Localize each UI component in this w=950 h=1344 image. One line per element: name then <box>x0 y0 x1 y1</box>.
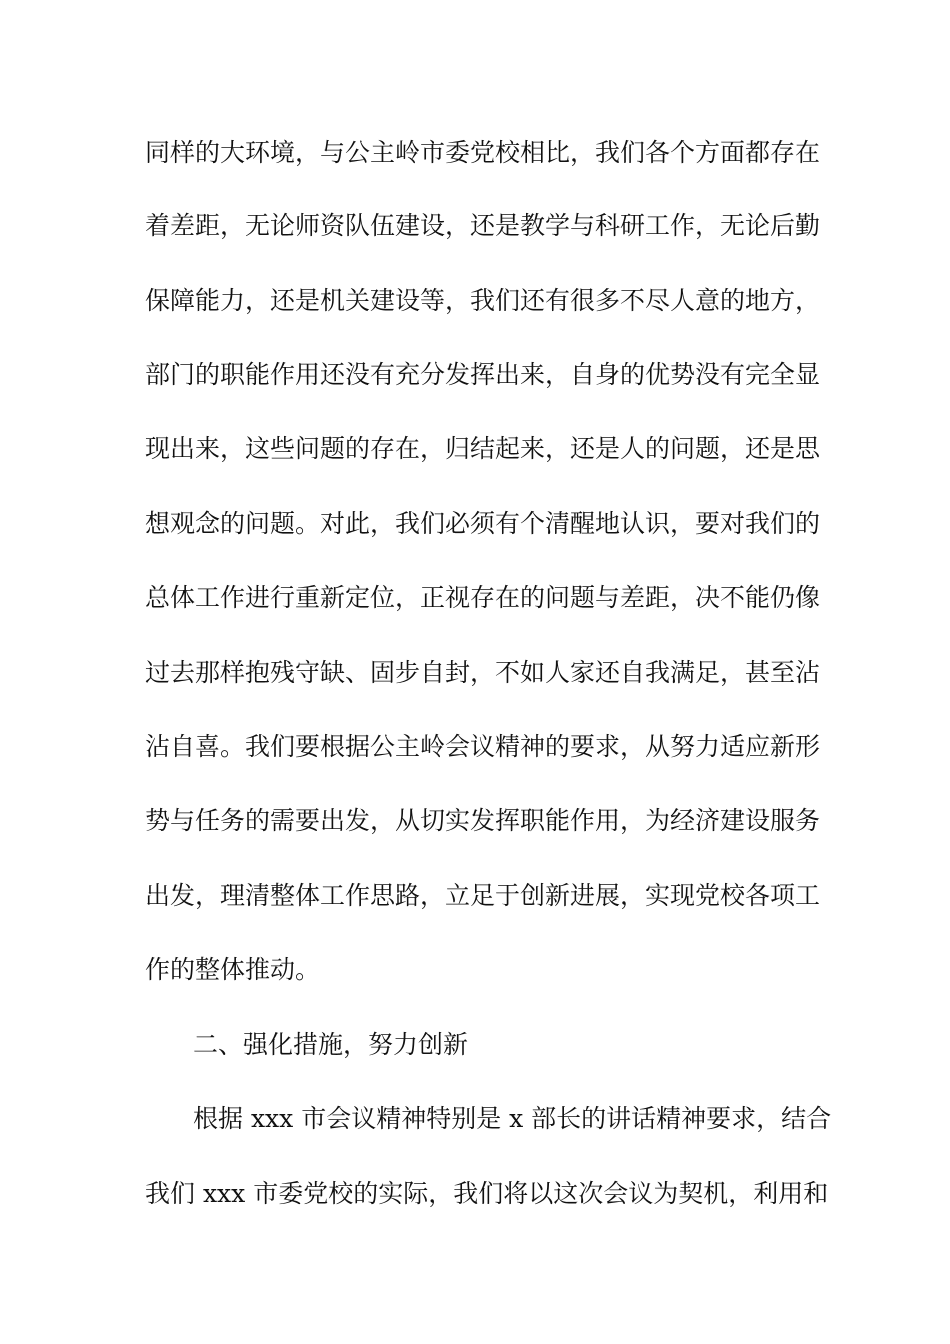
body-text-line: 沾自喜。我们要根据公主岭会议精神的要求，从努力适应新形 <box>145 732 821 761</box>
section-heading: 二、强化措施，努力创新 <box>193 1030 469 1059</box>
body-text-line: 保障能力，还是机关建设等，我们还有很多不尽人意的地方， <box>145 286 821 315</box>
body-text-line: 总体工作进行重新定位，正视存在的问题与差距，决不能仍像 <box>145 583 821 612</box>
body-text-line: 过去那样抱残守缺、固步自封，不如人家还自我满足，甚至沾 <box>145 658 821 687</box>
body-text-line: 部门的职能作用还没有充分发挥出来，自身的优势没有完全显 <box>145 360 821 389</box>
body-text-line: 同样的大环境，与公主岭市委党校相比，我们各个方面都存在 <box>145 138 821 167</box>
body-text-line: 着差距，无论师资队伍建设，还是教学与科研工作，无论后勤 <box>145 211 821 240</box>
body-text-line: 出发，理清整体工作思路，立足于创新进展，实现党校各项工 <box>145 881 821 910</box>
body-text-line: 想观念的问题。对此，我们必须有个清醒地认识，要对我们的 <box>145 509 821 538</box>
body-text-line: 我们 xxx 市委党校的实际，我们将以这次会议为契机，利用和 <box>145 1179 829 1208</box>
paragraph-last-line: 作的整体推动。 <box>145 955 321 984</box>
paragraph-first-line: 根据 xxx 市会议精神特别是 x 部长的讲话精神要求，结合 <box>193 1104 832 1133</box>
body-text-line: 现出来，这些问题的存在，归结起来，还是人的问题，还是思 <box>145 434 821 463</box>
body-text-line: 势与任务的需要出发，从切实发挥职能作用，为经济建设服务 <box>145 806 821 835</box>
